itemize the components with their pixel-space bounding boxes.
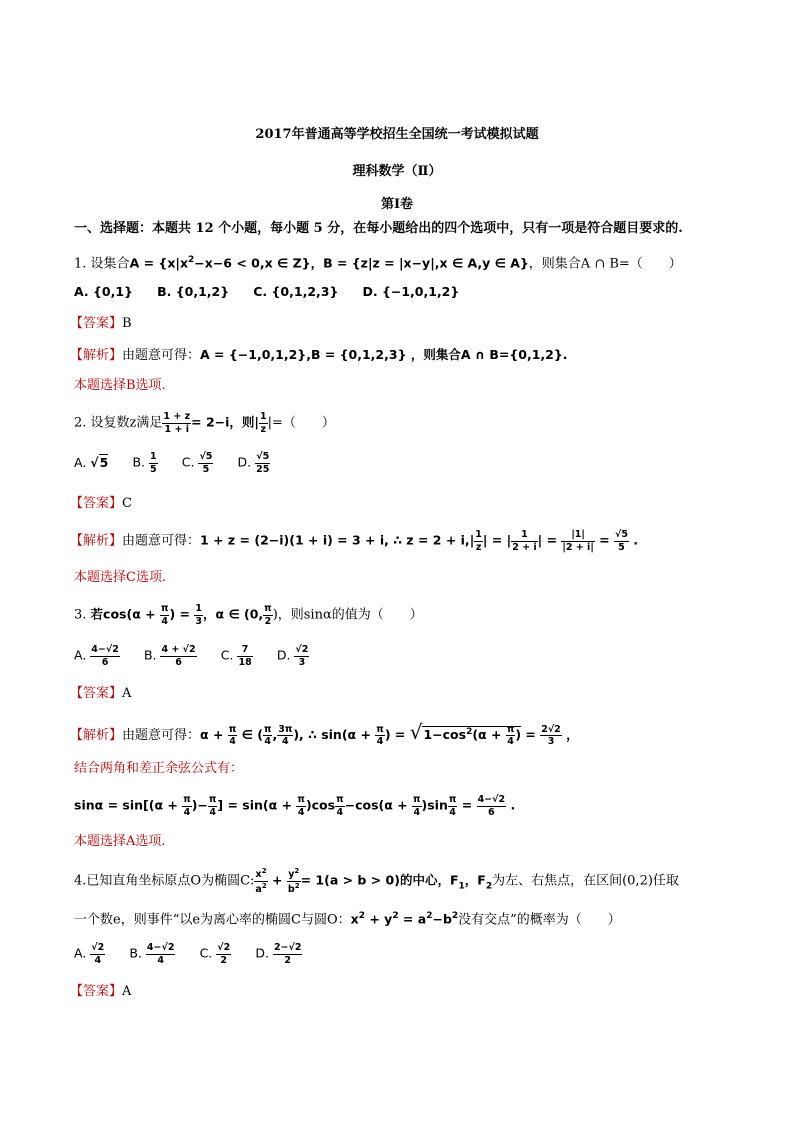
question-3: 3. 若cos(α + $\frac{\pi}{4}$ ) = $\frac{1}{3}$ ，α ∈ (0, $\frac{\pi}{2}$ )，则sinα的值为（ ） xyxy=(74,603,423,627)
answer-3: 【答案】A xyxy=(70,686,132,701)
analysis-1: 【解析】由题意可得：A = {−1,0,1,2},B = {0,1,2,3} ，则集合A ∩ B={0,1,2}. xyxy=(70,347,568,363)
answer-4: 【答案】A xyxy=(70,984,132,999)
option-a[interactable]: A. {0,1} xyxy=(74,284,133,299)
exam-title: 2017年普通高等学校招生全国统一考试模拟试题 xyxy=(255,127,539,142)
exam-subtitle: 理科数学（Ⅱ） xyxy=(352,164,442,179)
question-3-options xyxy=(74,645,329,667)
option-c[interactable]: C. $\frac{√5}{5}$ xyxy=(181,451,213,475)
option-b[interactable]: B. $\frac{4 + √2}{6}$ xyxy=(143,644,196,668)
option-c[interactable]: C. $\frac{7}{18}$ xyxy=(220,644,252,668)
conclusion-2: 本题选择C选项. xyxy=(74,570,167,585)
option-a[interactable]: A. √5 xyxy=(74,454,109,470)
answer-2: 【答案】C xyxy=(70,496,132,511)
option-b[interactable]: B. $\frac{1}{5}$ xyxy=(132,451,157,475)
question-4-options xyxy=(74,943,322,965)
question-4-line-1: 4.已知直角坐标原点O为椭圆C: $\frac{x^2}{a^2}$ + $\frac{y^2}{b^2}$ = 1(a > b > 0)的中心，$F_1$，$F_2$为左、右焦点，在区间(0,2)任取 xyxy=(74,867,679,895)
option-c[interactable]: C. {0,1,2,3} xyxy=(253,284,339,299)
option-d[interactable]: D. {−1,0,1,2} xyxy=(362,284,460,299)
conclusion-1: 本题选择B选项. xyxy=(74,378,166,393)
option-a[interactable]: A. $\frac{√2}{4}$ xyxy=(74,942,105,966)
formula-3: sinα = sin[(α + $\frac{\pi}{4}$ )− $\frac{\pi}{4}$ ] = sin(α + $\frac{\pi}{4}$ )cos $\frac{\pi}{4}$ −cos(α + $\frac{\pi}{4}$ )sin $\frac{\pi}{4}$ = $\frac{4-√2}{6}$ . xyxy=(74,794,516,818)
option-d[interactable]: D. $\frac{√2}{3}$ xyxy=(276,644,309,668)
option-c[interactable]: C. $\frac{√2}{2}$ xyxy=(199,942,231,966)
analysis-2: 【解析】由题意可得：1 + z = (2−i)(1 + i) = 3 + i, ∴ z = 2 + i,| $\frac{1}{z}$ | = | $\frac{1}{2 + i}$ | = $\frac{|1|}{|2 + i|}$ = $\frac{√5}{5}$ . xyxy=(70,529,639,553)
question-1: 1. 设集合$A = \{x|x^2-x-6 < 0,x$ ∈ Z}，B = {z|z = |x−y|,x ∈ A,y ∈ A}，则集合A ∩ B=（ ） xyxy=(74,255,682,272)
question-1-options xyxy=(74,282,479,303)
option-a[interactable]: A. $\frac{4-√2}{6}$ xyxy=(74,644,119,668)
answer-1: 【答案】B xyxy=(70,316,132,331)
question-2: 2. 设复数z满足 $\frac{1 + z}{1 + i}$ = 2−i，则| $\frac{1}{z}$ |=（ ） xyxy=(74,411,335,435)
formula-intro: 结合两角和差正余弦公式有： xyxy=(74,761,244,776)
option-b[interactable]: B. {0,1,2} xyxy=(157,284,230,299)
analysis-3: 【解析】由题意可得：α + $\frac{\pi}{4}$ ∈ ( $\frac{\pi}{4}$ , $\frac{3\pi}{4}$ ), ∴ sin(α + $\frac{\pi}{4}$ ) = $√1-\cos^2(\alpha$ + $\frac{\pi}{4}$ ) = $\frac{2√2}{3}$ ， xyxy=(70,720,579,748)
section-heading: 一、选择题：本题共 12 个小题，每小题 5 分，在每小题给出的四个选项中，只有一项是符合题目要求的. xyxy=(74,221,683,236)
question-4-line-2: 一个数e，则事件“以e为离心率的椭圆C与圆O：$x^2 + y^2 = a^2-b^2$没有交点”的概率为（ ） xyxy=(74,911,621,928)
question-2-options xyxy=(74,452,290,474)
option-d[interactable]: D. $\frac{2-√2}{2}$ xyxy=(255,942,302,966)
conclusion-3: 本题选择A选项. xyxy=(74,834,166,849)
option-d[interactable]: D. $\frac{√5}{25}$ xyxy=(237,451,270,475)
option-b[interactable]: B. $\frac{4-√2}{4}$ xyxy=(129,942,175,966)
volume-label: 第Ⅰ卷 xyxy=(380,197,414,212)
